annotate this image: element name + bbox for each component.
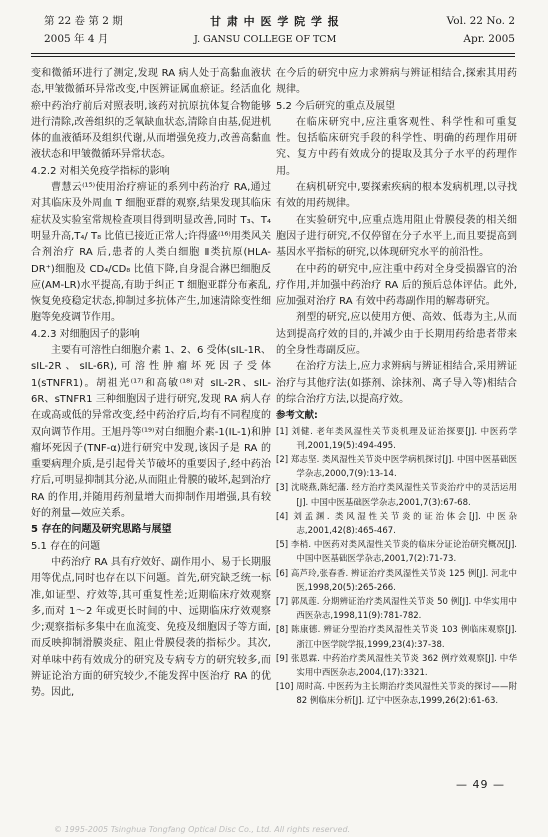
paragraph: 中药治疗 RA 具有疗效好、副作用小、易于长期服用等优点,同时也存在以下问题。首先,研究缺乏统一标准,如证型、疗效等,其可重复性差;近期临床疗效观察多,而对 1～2 年或更长时间的中、远期临床疗效观察少;观察指标多集中在血流变、免疫及细胞因子等方面,而反映抑制滑膜炎症、阻止骨膜侵袭的指标少。其次,对单味中药有效成分的研究及专病专方的研究较多,而辨证论治方面的研究较少,不能发挥中医治疗 RA 的优势。因此, [31,556,271,699]
journal-title-cn: 甘 肃 中 医 学 院 学 报 [210,15,340,28]
reference-item: [5] 李梢. 中医药对类风湿性关节炎的临床分证论治研究概况[J]. 中国中医基础医学杂志,2001,7(2):71-73. [276,540,517,565]
paragraph: 在今后的研究中应力求辨病与辨证相结合,探索其用药规律。 [276,68,517,96]
header-rule-thin [31,56,515,57]
paragraph: 变和微循环进行了测定,发现 RA 病人处于高黏血液状态,甲皱微循环异常改变,中医辨证属血瘀证。经活血化瘀中药治疗前后对照表明,该药对抗原抗体复合物能够进行清除,改善组织的乏氧缺血状态,清除自由基,促进机体的血液循环及组织代谢,从而增强免疫力,改善高黏血液状态和甲皱微循环异常状态。 [31,68,271,161]
paragraph: 在实验研究中,应重点选用阻止骨膜侵袭的相关细胞因子进行研究,不仅停留在分子水平上,而且要提高到基因水平指标的研究,以体现研究水平的前沿性。 [276,214,517,259]
reference-list [276,425,517,709]
page-number: — 49 — [456,778,505,791]
references-heading: 参考文献: [276,410,318,422]
section-heading: 5 存在的问题及研究思路与展望 [31,524,172,536]
reference-item: [2] 郑志坚. 类风湿性关节炎中医学病机探讨[J]. 中国中医基础医学杂志,2000,7(9):13-14. [276,454,517,480]
section-heading: 4.2.2 对相关免疫学指标的影响 [31,165,170,177]
volume-issue-en: Vol. 22 No. 2 [446,15,515,27]
paragraph: 剂型的研究,应以使用方便、高效、低毒为主,从而达到提高疗效的目的,并减少由于长期用药给患者带来的全身性毒副反应。 [276,312,517,357]
paragraph: 在病机研究中,要探索疾病的根本发病机理,以寻找有效的用药规律。 [276,182,517,210]
section-heading: 4.2.3 对细胞因子的影响 [31,328,140,340]
paragraph: 主要有可溶性白细胞介素 1、2、6 受体(sIL-1R、sIL-2R、sIL-6R),可溶性肿瘤坏死因子受体 1(sTNFR1)。胡祖光⁽¹⁷⁾和高敏⁽¹⁸⁾对 sIL-2R、sIL-6R、sTNFR1 三种细胞因子进行研究,发现 RA 病人存在或高或低的异常改变,经中药治疗后,均有不同程度的双向调节作用。王旭丹等⁽¹⁹⁾对白细胞介素-1(IL-1)和肿瘤坏死因子(TNF-α)进行研究中发现,该因子是 RA 的重要病理介质,是引起骨关节破坏的重要因子,经中药治疗后,可明显抑制其分泌,从而阻止骨膜的破坏,起到治疗 RA 的作用,并随用药剂量增大而抑制作用增强,具有较好的剂量—效应关系。 [31,345,271,520]
reference-item: [10] 周时高. 中医药为主长期治疗类风湿性关节炎的探讨——附 82 例临床分析[J]. 辽宁中医杂志,1999,26(2):61-63. [276,682,517,707]
reference-item: [3] 沈晓燕,陈纪藩. 经方治疗类风湿性关节炎治疗中的灵活运用[J]. 中国中医基础医学杂志,2001,7(3):67-68. [276,483,517,508]
volume-issue-cn: 第 22 卷 第 2 期 [44,15,123,27]
right-column [276,66,517,709]
reference-item: [4] 刘孟渊. 类风湿性关节炎的证治体会[J]. 中医杂志,2001,42(8):465-467. [276,511,517,536]
paragraph: 曹慧云⁽¹⁵⁾使用治疗痹证的系列中药治疗 RA,通过对其临床及外周血 T 细胞亚群的观察,结果发现其临床症状及实验室常规检查项目得到明显改善,同时 T₃、T₄ 明显升高,T₄/ T₈ 比值已接近正常人;许得盛⁽¹⁶⁾用类风关合剂治疗 RA 后,患者的人类白细胞 Ⅱ类抗原(HLA-DR⁺)细胞及 CD₄/CD₈ 比值下降,自身混合淋巴细胞反应(AM-LR)水平提高,有助于纠正 T 细胞亚群分布紊乱,恢复免疫稳定状态,抑制过多抗体产生,加速清除变性细胞等免疫调节作用。 [31,182,271,324]
paragraph: 在治疗方法上,应力求辨病与辨证相结合,采用辨证治疗与其他疗法(如搽剂、涂抹剂、离子导入等)相结合的综合治疗方法,以提高疗效。 [276,361,517,405]
date-cn: 2005 年 4 月 [44,33,109,45]
page-header [0,0,548,58]
date-en: Apr. 2005 [463,33,515,45]
copyright-footer: © 1995-2005 Tsinghua Tongfang Optical Disc Co., Ltd. All rights reserved. [54,825,351,834]
section-heading: 5.2 今后研究的重点及展望 [276,100,396,112]
journal-title-en: J. GANSU COLLEGE OF TCM [194,34,337,45]
header-rule-thick [31,53,515,54]
reference-item: [1] 刘健. 老年类风湿性关节炎机理及证治探要[J]. 中医药学刊,2001,19(5):494-495. [276,426,517,451]
paragraph: 在临床研究中,应注重客观性、科学性和可重复性。包括临床研究手段的科学性、明确的药理作用研究、复方中药有效成分的提取及其分子水平的药理作用。 [276,116,517,177]
paragraph: 在中药的研究中,应注重中药对全身受损器官的治疗作用,并加强中药治疗 RA 后的预后总体评估。此外,应加强对治疗 RA 有效中药毒副作用的解毒研究。 [276,263,517,308]
left-column [31,66,271,702]
reference-item: [7] 郭凤莲. 分期辨证治疗类风湿性关节炎 50 例[J]. 中华实用中西医杂志,1998,11(9):781-782. [276,596,517,622]
section-heading: 5.1 存在的问题 [31,540,101,552]
reference-item: [6] 高芦玲,张春香. 辨证治疗类风湿性关节炎 125 例[J]. 河北中医,1998,20(5):265-266. [276,568,517,593]
reference-item: [8] 陈康德. 辨证分型治疗类风湿性关节炎 103 例临床观察[J]. 浙江中医学院学报,1999,23(4):37-38. [276,625,517,650]
reference-item: [9] 张恩霖. 中药治疗类风湿性关节炎 362 例疗效观察[J]. 中华实用中西医杂志,2004,(17):3321. [276,653,517,678]
